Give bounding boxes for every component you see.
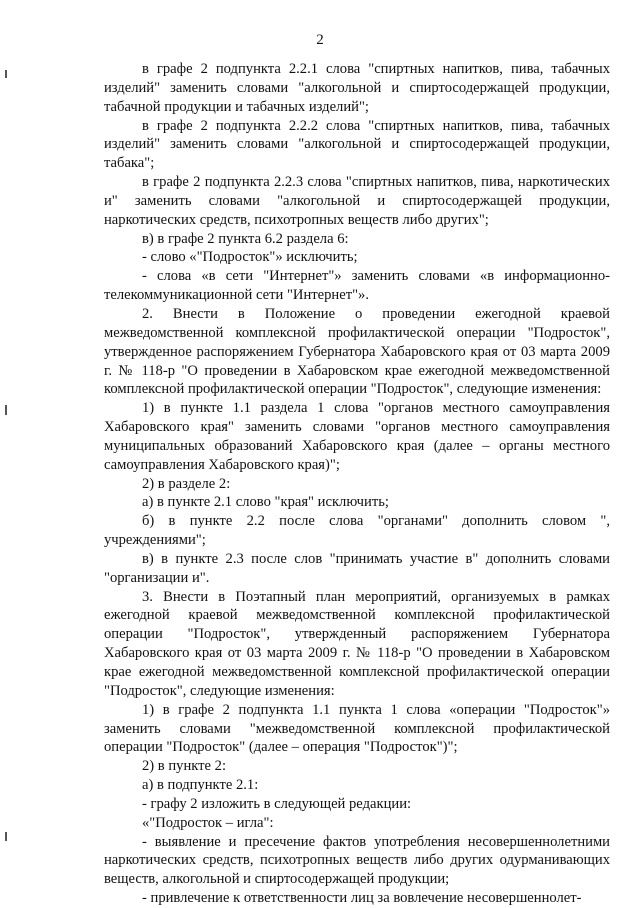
scan-edge-mark bbox=[5, 70, 7, 78]
paragraph: 1) в пункте 1.1 раздела 1 слова "органов местного самоуправления Хабаровского края" заменить словами "органов местного самоуправления муниципальных образований Хабаровского края (далее – органы местного самоуправления Хабаровского края)"; bbox=[104, 400, 610, 473]
scan-edge-mark bbox=[5, 405, 7, 415]
paragraph: 3. Внести в Поэтапный план мероприятий, организуемых в рамках ежегодной краевой межведомственной комплексной профилактической операции "Подросток", утвержденный распоряжением Губернатора Хабаровского края от 03 марта 2009 г. № 118-р "О проведении в Хабаровском крае ежегодной межведомственной комплексной профилактической операции "Подросток", следующие изменения: bbox=[104, 588, 610, 699]
paragraph: а) в подпункте 2.1: bbox=[142, 777, 259, 794]
document-body bbox=[104, 60, 610, 908]
page-number: 2 bbox=[316, 32, 324, 48]
paragraph: 2) в разделе 2: bbox=[142, 475, 231, 492]
paragraph: в) в пункте 2.3 после слов "принимать участие в" дополнить словами "организации и". bbox=[104, 550, 610, 586]
paragraph: 2) в пункте 2: bbox=[142, 758, 227, 775]
paragraph: в) в графе 2 пункта 6.2 раздела 6: bbox=[142, 230, 349, 247]
paragraph: - слово «"Подросток"» исключить; bbox=[142, 249, 358, 266]
paragraph: «"Подросток – игла": bbox=[142, 814, 274, 831]
paragraph: 1) в графе 2 подпункта 1.1 пункта 1 слова «операции "Подросток"» заменить словами "межведомственной комплексной профилактической операции "Подросток" (далее – операция "Подросток")"; bbox=[104, 701, 610, 756]
paragraph: - слова «в сети "Интернет"» заменить словами «в информационно-телекоммуникационной сети "Интернет"». bbox=[104, 268, 610, 304]
paragraph: б) в пункте 2.2 после слова "органами" дополнить словом ", учреждениями"; bbox=[104, 513, 610, 549]
paragraph: - выявление и пресечение фактов употребления несовершеннолетними наркотических средств, психотропных веществ либо других одурманивающих веществ, алкогольной и спиртосодержащей продукции; bbox=[104, 833, 610, 888]
paragraph: в графе 2 подпункта 2.2.2 слова "спиртных напитков, пива, табачных изделий" заменить словами "алкогольной и спиртосодержащей продукции, табака"; bbox=[104, 117, 610, 172]
paragraph: в графе 2 подпункта 2.2.3 слова "спиртных напитков, пива, наркотических и" заменить словами "алкогольной и спиртосодержащей продукции, наркотических средств, психотропных веществ либо других"; bbox=[104, 174, 610, 228]
paragraph: а) в пункте 2.1 слово "края" исключить; bbox=[142, 494, 389, 511]
paragraph: 2. Внести в Положение о проведении ежегодной краевой межведомственной комплексной профилактической операции "Подросток", утвержденное распоряжением Губернатора Хабаровского края от 03 марта 2009 г. № 118-р "О проведении в Хабаровском крае ежегодной межведомственной комплексной профилактической операции "Подросток", следующие изменения: bbox=[104, 305, 610, 398]
paragraph: - графу 2 изложить в следующей редакции: bbox=[142, 795, 412, 812]
paragraph: - привлечение к ответственности лиц за вовлечение несовершеннолет- bbox=[142, 890, 582, 907]
scan-edge-mark bbox=[5, 832, 7, 841]
paragraph: в графе 2 подпункта 2.2.1 слова "спиртных напитков, пива, табачных изделий" заменить словами "алкогольной и спиртосодержащей продукции, табачной продукции и табачных изделий"; bbox=[104, 61, 610, 115]
